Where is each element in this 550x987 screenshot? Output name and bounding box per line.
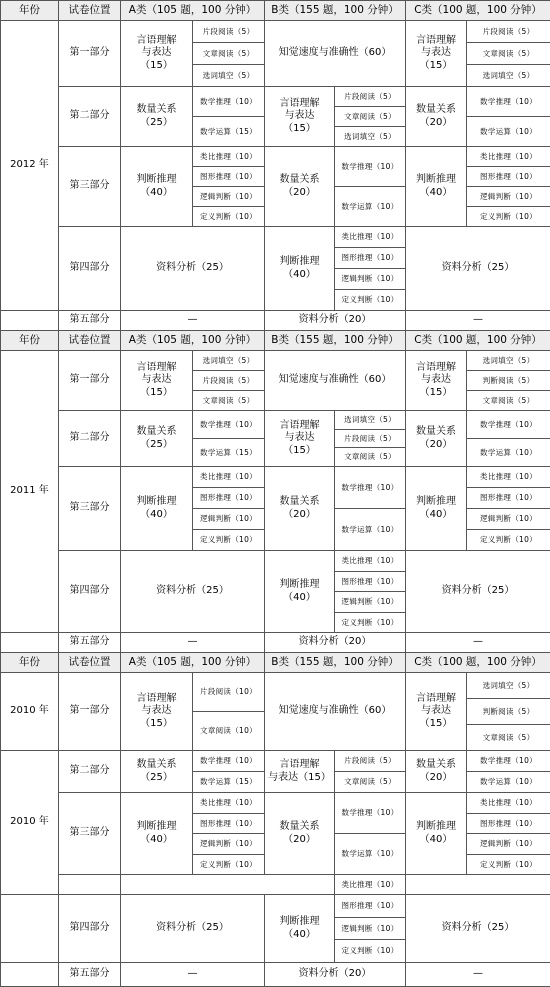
- year-2012: 2012 年: [0, 20, 59, 311]
- header-position: 试卷位置: [58, 652, 121, 673]
- header-type-c: C类（100 题，100 分钟）: [405, 330, 550, 351]
- section-cell: 资料分析（20）: [264, 962, 406, 987]
- section-cell: 判断推理 （40）: [405, 146, 467, 227]
- sub-item-cell: 逻辑判断（10）: [466, 508, 550, 530]
- section-cell: 言语理解 与表达 （15）: [264, 410, 335, 467]
- sub-item-cell: 数学推理（10）: [466, 410, 550, 439]
- sub-item-cell: 选词填空（5）: [334, 410, 406, 430]
- sub-item-cell: 选词填空（5）: [466, 350, 550, 371]
- section-cell: 资料分析（25）: [120, 550, 265, 633]
- sub-item-cell: 文章阅读（5）: [466, 42, 550, 65]
- sub-item-cell: 文章阅读（5）: [192, 390, 265, 411]
- sub-item-cell: 数学运算（10）: [334, 186, 406, 227]
- part-label: 第二部分: [58, 410, 121, 467]
- sub-item-cell: 数学推理（10）: [334, 146, 406, 187]
- part-label: 第二部分: [58, 86, 121, 147]
- sub-item-cell: 片段阅读（5）: [334, 429, 406, 449]
- section-cell: 言语理解 与表达 （15）: [405, 672, 467, 751]
- year-2010: 2010 年: [0, 672, 59, 751]
- header-position: 试卷位置: [58, 0, 121, 21]
- header-type-c: C类（100 题，100 分钟）: [405, 652, 550, 673]
- section-cell: 数量关系 （20）: [264, 792, 335, 875]
- section-cell: —: [405, 310, 550, 331]
- part-label: 第一部分: [58, 20, 121, 87]
- sub-item-cell: 逻辑判断（10）: [334, 268, 406, 290]
- sub-item-cell: 数学推理（10）: [334, 466, 406, 509]
- section-cell: 言语理解 与表达 （15）: [264, 86, 335, 147]
- blank-cell: [405, 874, 550, 895]
- section-cell: 判断推理 （40）: [405, 792, 467, 875]
- sub-item-cell: 逻辑判断（10）: [334, 591, 406, 613]
- sub-item-cell: 选词填空（5）: [192, 350, 265, 371]
- sub-item-cell: 图形推理（10）: [466, 487, 550, 509]
- sub-item-cell: 逻辑判断（10）: [192, 508, 265, 530]
- part-label: 第三部分: [58, 466, 121, 551]
- part-label: 第四部分: [58, 226, 121, 311]
- sub-item-cell: 选词填空（5）: [334, 126, 406, 147]
- sub-item-cell: 数学推理（10）: [466, 750, 550, 772]
- sub-item-cell: 图形推理（10）: [192, 166, 265, 187]
- section-cell: 言语理解 与表达 （15）: [120, 20, 193, 87]
- sub-item-cell: 类比推理（10）: [466, 146, 550, 167]
- section-cell: 知觉速度与准确性（60）: [264, 350, 406, 411]
- section-cell: 数量关系 （25）: [120, 410, 193, 467]
- sub-item-cell: 片段阅读（5）: [334, 86, 406, 107]
- section-cell: —: [120, 310, 265, 331]
- sub-item-cell: 类比推理（10）: [334, 226, 406, 248]
- sub-item-cell: 判断阅读（5）: [466, 370, 550, 391]
- header-year: 年份: [0, 330, 59, 351]
- header-year: 年份: [0, 652, 59, 673]
- sub-item-cell: 文章阅读（10）: [192, 711, 265, 751]
- section-cell: 言语理解 与表达 （15）: [120, 350, 193, 411]
- sub-item-cell: 数学运算（15）: [192, 438, 265, 467]
- sub-item-cell: 文章阅读（5）: [334, 106, 406, 127]
- part-label: 第五部分: [58, 962, 121, 987]
- sub-item-cell: 逻辑判断（10）: [192, 186, 265, 207]
- sub-item-cell: 类比推理（10）: [466, 466, 550, 488]
- header-position: 试卷位置: [58, 330, 121, 351]
- sub-item-cell: 图形推理（10）: [334, 894, 406, 918]
- section-cell: 判断推理 （40）: [405, 466, 467, 551]
- sub-item-cell: 文章阅读（5）: [466, 390, 550, 411]
- sub-item-cell: 图形推理（10）: [334, 571, 406, 593]
- header-type-b: B类（155 题，100 分钟）: [264, 652, 406, 673]
- section-cell: 知觉速度与准确性（60）: [264, 20, 406, 87]
- sub-item-cell: 逻辑判断（10）: [192, 833, 265, 855]
- section-cell: 判断推理 （40）: [120, 792, 193, 875]
- sub-item-cell: 数学运算（15）: [192, 771, 265, 793]
- sub-item-cell: 数学运算（10）: [334, 833, 406, 875]
- sub-item-cell: 文章阅读（5）: [466, 724, 550, 751]
- section-cell: 言语理解 与表达（15）: [264, 750, 335, 793]
- sub-item-cell: 数学运算（10）: [466, 438, 550, 467]
- sub-item-cell: 图形推理（10）: [466, 166, 550, 187]
- sub-item-cell: 定义判断（10）: [334, 939, 406, 963]
- sub-item-cell: 判断阅读（5）: [466, 698, 550, 725]
- blank-cell: [0, 310, 59, 331]
- header-type-a: A类（105 题，100 分钟）: [120, 330, 265, 351]
- part-label: 第五部分: [58, 632, 121, 653]
- sub-item-cell: 数学推理（10）: [192, 86, 265, 117]
- year-2010-lower: 2010 年: [0, 750, 59, 895]
- header-type-a: A类（105 题，100 分钟）: [120, 652, 265, 673]
- part-label: 第四部分: [58, 894, 121, 963]
- header-type-c: C类（100 题，100 分钟）: [405, 0, 550, 21]
- sub-item-cell: 逻辑判断（10）: [466, 833, 550, 855]
- sub-item-cell: 类比推理（10）: [466, 792, 550, 814]
- section-cell: 资料分析（25）: [120, 226, 265, 311]
- sub-item-cell: 数学推理（10）: [192, 750, 265, 772]
- section-cell: 言语理解 与表达 （15）: [120, 672, 193, 751]
- section-cell: 数量关系 （20）: [405, 86, 467, 147]
- section-cell: 言语理解 与表达 （15）: [405, 350, 467, 411]
- section-cell: 判断推理 （40）: [264, 226, 335, 311]
- section-cell: 数量关系 （20）: [264, 466, 335, 551]
- section-cell: 资料分析（25）: [405, 550, 550, 633]
- header-type-b: B类（155 题，100 分钟）: [264, 0, 406, 21]
- sub-item-cell: 图形推理（10）: [334, 247, 406, 269]
- sub-item-cell: 定义判断（10）: [192, 206, 265, 227]
- section-cell: 数量关系 （20）: [405, 750, 467, 793]
- blank-cell: [58, 874, 121, 895]
- section-cell: 判断推理 （40）: [264, 894, 335, 963]
- sub-item-cell: 选词填空（5）: [466, 64, 550, 87]
- section-cell: 资料分析（25）: [405, 226, 550, 311]
- part-label: 第四部分: [58, 550, 121, 633]
- blank-cell: [0, 894, 59, 963]
- section-cell: 资料分析（20）: [264, 310, 406, 331]
- sub-item-cell: 类比推理（10）: [334, 874, 406, 895]
- sub-item-cell: 图形推理（10）: [192, 487, 265, 509]
- sub-item-cell: 数学推理（10）: [192, 410, 265, 439]
- sub-item-cell: 定义判断（10）: [466, 529, 550, 551]
- sub-item-cell: 数学推理（10）: [466, 86, 550, 117]
- part-label: 第三部分: [58, 792, 121, 875]
- sub-item-cell: 定义判断（10）: [466, 854, 550, 876]
- sub-item-cell: 片段阅读（5）: [466, 20, 550, 43]
- section-cell: —: [405, 962, 550, 987]
- sub-item-cell: 定义判断（10）: [192, 529, 265, 551]
- section-cell: 判断推理 （40）: [120, 466, 193, 551]
- sub-item-cell: 类比推理（10）: [192, 792, 265, 814]
- sub-item-cell: 选词填空（5）: [466, 672, 550, 699]
- sub-item-cell: 数学推理（10）: [334, 792, 406, 834]
- section-cell: 资料分析（25）: [120, 894, 265, 963]
- sub-item-cell: 选词填空（5）: [192, 64, 265, 87]
- sub-item-cell: 定义判断（10）: [334, 289, 406, 311]
- header-type-a: A类（105 题，100 分钟）: [120, 0, 265, 21]
- section-cell: 言语理解 与表达 （15）: [405, 20, 467, 87]
- sub-item-cell: 定义判断（10）: [192, 854, 265, 876]
- sub-item-cell: 片段阅读（5）: [192, 20, 265, 43]
- section-cell: 资料分析（20）: [264, 632, 406, 653]
- sub-item-cell: 类比推理（10）: [192, 146, 265, 167]
- header-year: 年份: [0, 0, 59, 21]
- header-type-b: B类（155 题，100 分钟）: [264, 330, 406, 351]
- sub-item-cell: 文章阅读（5）: [192, 42, 265, 65]
- part-label: 第三部分: [58, 146, 121, 227]
- sub-item-cell: 数学运算（10）: [466, 116, 550, 147]
- blank-cell: [0, 632, 59, 653]
- sub-item-cell: 文章阅读（5）: [334, 771, 406, 793]
- blank-cell: [0, 962, 59, 987]
- section-cell: 数量关系 （20）: [264, 146, 335, 227]
- section-cell: 数量关系 （25）: [120, 750, 193, 793]
- year-2011: 2011 年: [0, 350, 59, 633]
- sub-item-cell: 片段阅读（10）: [192, 672, 265, 712]
- sub-item-cell: 逻辑判断（10）: [466, 186, 550, 207]
- part-label: 第二部分: [58, 750, 121, 793]
- sub-item-cell: 数学运算（10）: [466, 771, 550, 793]
- sub-item-cell: 片段阅读（5）: [192, 370, 265, 391]
- blank-cell: [120, 874, 335, 895]
- section-cell: —: [405, 632, 550, 653]
- section-cell: 知觉速度与准确性（60）: [264, 672, 406, 751]
- sub-item-cell: 数学运算（10）: [334, 508, 406, 551]
- sub-item-cell: 图形推理（10）: [192, 813, 265, 835]
- sub-item-cell: 类比推理（10）: [334, 550, 406, 572]
- sub-item-cell: 类比推理（10）: [192, 466, 265, 488]
- sub-item-cell: 片段阅读（5）: [334, 750, 406, 772]
- sub-item-cell: 图形推理（10）: [466, 813, 550, 835]
- section-cell: 判断推理 （40）: [120, 146, 193, 227]
- section-cell: 数量关系 （20）: [405, 410, 467, 467]
- section-cell: —: [120, 962, 265, 987]
- section-cell: 判断推理 （40）: [264, 550, 335, 633]
- sub-item-cell: 逻辑判断（10）: [334, 917, 406, 941]
- sub-item-cell: 定义判断（10）: [466, 206, 550, 227]
- part-label: 第五部分: [58, 310, 121, 331]
- part-label: 第一部分: [58, 672, 121, 751]
- section-cell: 资料分析（25）: [405, 894, 550, 963]
- sub-item-cell: 文章阅读（5）: [334, 447, 406, 467]
- section-cell: —: [120, 632, 265, 653]
- sub-item-cell: 定义判断（10）: [334, 612, 406, 634]
- part-label: 第一部分: [58, 350, 121, 411]
- section-cell: 数量关系 （25）: [120, 86, 193, 147]
- sub-item-cell: 数学运算（15）: [192, 116, 265, 147]
